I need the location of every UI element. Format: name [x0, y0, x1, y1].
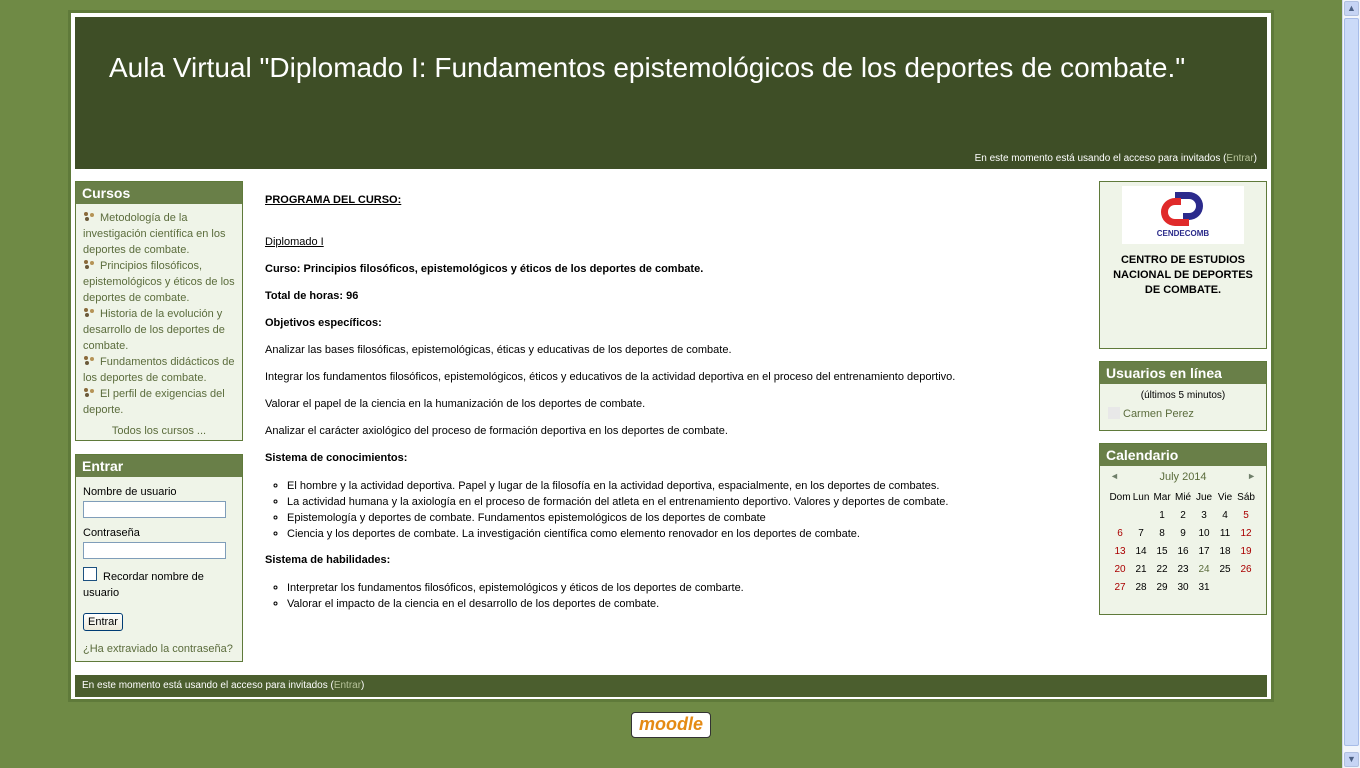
- calendar-grid: [1109, 489, 1256, 596]
- calendar-day[interactable]: 21: [1135, 563, 1147, 575]
- vertical-scrollbar[interactable]: [1342, 0, 1360, 768]
- course-name: Curso: Principios filosóficos, epistemológicos y éticos de los deportes de combate.: [265, 263, 704, 275]
- cendecomb-emblem-icon: [1153, 188, 1213, 230]
- courses-block-title: Cursos: [76, 182, 242, 204]
- calendar-day[interactable]: 24: [1198, 563, 1210, 575]
- calendar-block: [1099, 443, 1267, 615]
- login-info: En este momento está usando el acceso para invitados (Entrar): [974, 153, 1257, 164]
- calendar-day[interactable]: 13: [1114, 545, 1126, 557]
- calendar-day: [1215, 578, 1236, 596]
- password-input[interactable]: [83, 542, 226, 559]
- calendar-day[interactable]: 18: [1219, 545, 1231, 557]
- objectives-list: [265, 344, 1095, 438]
- calendar-next-icon[interactable]: ►: [1247, 471, 1256, 481]
- site-title: Aula Virtual "Diplomado I: Fundamentos epistemológicos de los deportes de combate.": [109, 52, 1186, 83]
- calendar-day[interactable]: 26: [1240, 563, 1252, 575]
- center-block: [1099, 181, 1267, 349]
- calendar-weekday: Jue: [1196, 492, 1213, 503]
- user-avatar-icon: [1108, 407, 1120, 419]
- calendar-weekday: Lun: [1132, 492, 1150, 503]
- objective-item: Analizar las bases filosóficas, epistemológicas, éticas y educativas de los deportes de combate.: [265, 344, 732, 356]
- calendar-day[interactable]: 30: [1177, 581, 1189, 593]
- cendecomb-logo: CENDECOMB: [1122, 186, 1244, 244]
- remember-label: Recordar nombre de usuario: [83, 571, 204, 599]
- calendar-day[interactable]: 15: [1156, 545, 1168, 557]
- objective-item: Valorar el papel de la ciencia en la humanización de los deportes de combate.: [265, 398, 646, 410]
- course-link[interactable]: Historia de la evolución y desarrollo de los deportes de combate.: [83, 308, 225, 352]
- calendar-weekday: Mar: [1153, 492, 1171, 503]
- remember-row: [83, 567, 235, 601]
- calendar-title: Calendario: [1100, 444, 1266, 466]
- course-icon: [83, 211, 96, 222]
- calendar-month[interactable]: July 2014: [1159, 471, 1207, 483]
- course-icon: [83, 307, 96, 318]
- calendar-day[interactable]: 27: [1114, 581, 1126, 593]
- moodle-logo[interactable]: moodle: [631, 712, 711, 738]
- calendar-day[interactable]: 2: [1180, 509, 1186, 521]
- calendar-day[interactable]: 29: [1156, 581, 1168, 593]
- calendar-day[interactable]: 16: [1177, 545, 1189, 557]
- calendar-day[interactable]: 23: [1177, 563, 1189, 575]
- calendar-day[interactable]: 25: [1219, 563, 1231, 575]
- calendar-prev-icon[interactable]: ◄: [1110, 471, 1119, 481]
- objective-item: Integrar los fundamentos filosóficos, epistemológicos, éticos y educativos de la actividad deportiva en el proceso del entrenamiento deportivo.: [265, 371, 956, 383]
- calendar-weekday: Dom: [1109, 492, 1131, 503]
- calendar-day[interactable]: 7: [1138, 527, 1144, 539]
- calendar-day: [1109, 506, 1130, 524]
- site-header: [75, 17, 1267, 169]
- site-footer: En este momento está usando el acceso para invitados (Entrar): [75, 675, 1267, 697]
- calendar-day[interactable]: 28: [1135, 581, 1147, 593]
- online-users-subtitle: (últimos 5 minutos): [1140, 390, 1226, 401]
- course-icon: [83, 387, 96, 398]
- course-link[interactable]: Metodología de la investigación científica en los deportes de combate.: [83, 212, 226, 256]
- calendar-day[interactable]: 11: [1219, 527, 1231, 539]
- calendar-weekday: Vie: [1217, 492, 1233, 503]
- course-link[interactable]: Principios filosóficos, epistemológicos y éticos de los deportes de combate.: [83, 260, 235, 304]
- calendar-day[interactable]: 5: [1243, 509, 1249, 521]
- knowledge-title: Sistema de conocimientos:: [265, 452, 408, 464]
- calendar-day: [1236, 578, 1257, 596]
- password-label: Contraseña: [83, 527, 140, 539]
- calendar-day[interactable]: 12: [1240, 527, 1252, 539]
- remember-checkbox[interactable]: [83, 567, 97, 581]
- page-frame: [68, 10, 1274, 702]
- forgot-password-link[interactable]: ¿Ha extraviado la contraseña?: [83, 643, 233, 655]
- calendar-day[interactable]: 14: [1135, 545, 1147, 557]
- calendar-day[interactable]: 9: [1180, 527, 1186, 539]
- calendar-day[interactable]: 22: [1156, 563, 1168, 575]
- login-block: [75, 454, 243, 662]
- online-user[interactable]: Carmen Perez: [1108, 407, 1266, 420]
- calendar-day[interactable]: 10: [1198, 527, 1210, 539]
- total-hours: Total de horas: 96: [265, 290, 359, 302]
- objectives-title: Objetivos específicos:: [265, 317, 382, 329]
- course-link[interactable]: Fundamentos didácticos de los deportes de combate.: [83, 356, 235, 384]
- knowledge-item: ◦ El hombre y la actividad deportiva. Papel y lugar de la filosofía en la actividad deportiva, espacialmente, en los deportes de combates.: [287, 478, 1095, 494]
- calendar-day[interactable]: 17: [1198, 545, 1210, 557]
- login-submit-button[interactable]: Entrar: [83, 613, 123, 631]
- calendar-day: [1131, 506, 1152, 524]
- calendar-day[interactable]: 20: [1114, 563, 1126, 575]
- footer-login-link[interactable]: Entrar: [333, 680, 362, 691]
- skills-list: [265, 580, 1095, 612]
- calendar-day[interactable]: 4: [1222, 509, 1228, 521]
- login-block-title: Entrar: [76, 455, 242, 477]
- course-program: [265, 193, 1095, 612]
- knowledge-item: ◦ Epistemología y deportes de combate. Fundamentos epistemológicos de los deportes de combate: [287, 510, 1095, 526]
- calendar-weekday: Sáb: [1237, 492, 1255, 503]
- knowledge-item: ◦ Ciencia y los deportes de combate. La investigación científica como elemento renovador en los deportes de combate.: [287, 526, 1095, 542]
- skill-item: ◦ Valorar el impacto de la ciencia en el desarrollo de los deportes de combate.: [287, 596, 1095, 612]
- courses-block: [75, 181, 243, 441]
- calendar-day[interactable]: 19: [1240, 545, 1252, 557]
- calendar-day[interactable]: 3: [1201, 509, 1207, 521]
- center-description: CENTRO DE ESTUDIOS NACIONAL DE DEPORTES DE COMBATE.: [1113, 254, 1253, 296]
- all-courses-link[interactable]: Todos los cursos ...: [111, 425, 207, 437]
- skill-item: ◦ Interpretar los fundamentos filosóficos, epistemológicos y éticos de los deportes de combarte.: [287, 580, 1095, 596]
- page-content: [71, 13, 1271, 699]
- course-list: [76, 204, 242, 418]
- username-label: Nombre de usuario: [83, 486, 177, 498]
- calendar-day[interactable]: 8: [1159, 527, 1165, 539]
- calendar-weekday: Mié: [1175, 492, 1192, 503]
- scroll-up-icon[interactable]: ▲: [1344, 1, 1359, 16]
- course-icon: [83, 259, 96, 270]
- knowledge-item: ◦ La actividad humana y la axiología en el proceso de formación del atleta en el entrenamiento deportivo. Valores y deportes de combate.: [287, 494, 1095, 510]
- course-link[interactable]: El perfil de exigencias del deporte.: [83, 388, 225, 416]
- diplomado-label: Diplomado I: [265, 236, 324, 248]
- online-users-block: [1099, 361, 1267, 431]
- objective-item: Analizar el carácter axiológico del proceso de formación deportiva en los deportes de combate.: [265, 425, 728, 437]
- knowledge-list: [265, 478, 1095, 542]
- scroll-down-icon[interactable]: ▼: [1344, 752, 1359, 767]
- calendar-day[interactable]: 31: [1198, 581, 1210, 593]
- calendar-day[interactable]: 6: [1117, 527, 1123, 539]
- calendar-day[interactable]: 1: [1159, 509, 1165, 521]
- username-input[interactable]: [83, 501, 226, 518]
- skills-title: Sistema de habilidades:: [265, 554, 391, 566]
- online-users-title: Usuarios en línea: [1100, 362, 1266, 384]
- program-heading: PROGRAMA DEL CURSO:: [265, 194, 402, 206]
- scroll-thumb[interactable]: [1344, 18, 1359, 746]
- header-login-link[interactable]: Entrar: [1226, 153, 1254, 164]
- course-icon: [83, 355, 96, 366]
